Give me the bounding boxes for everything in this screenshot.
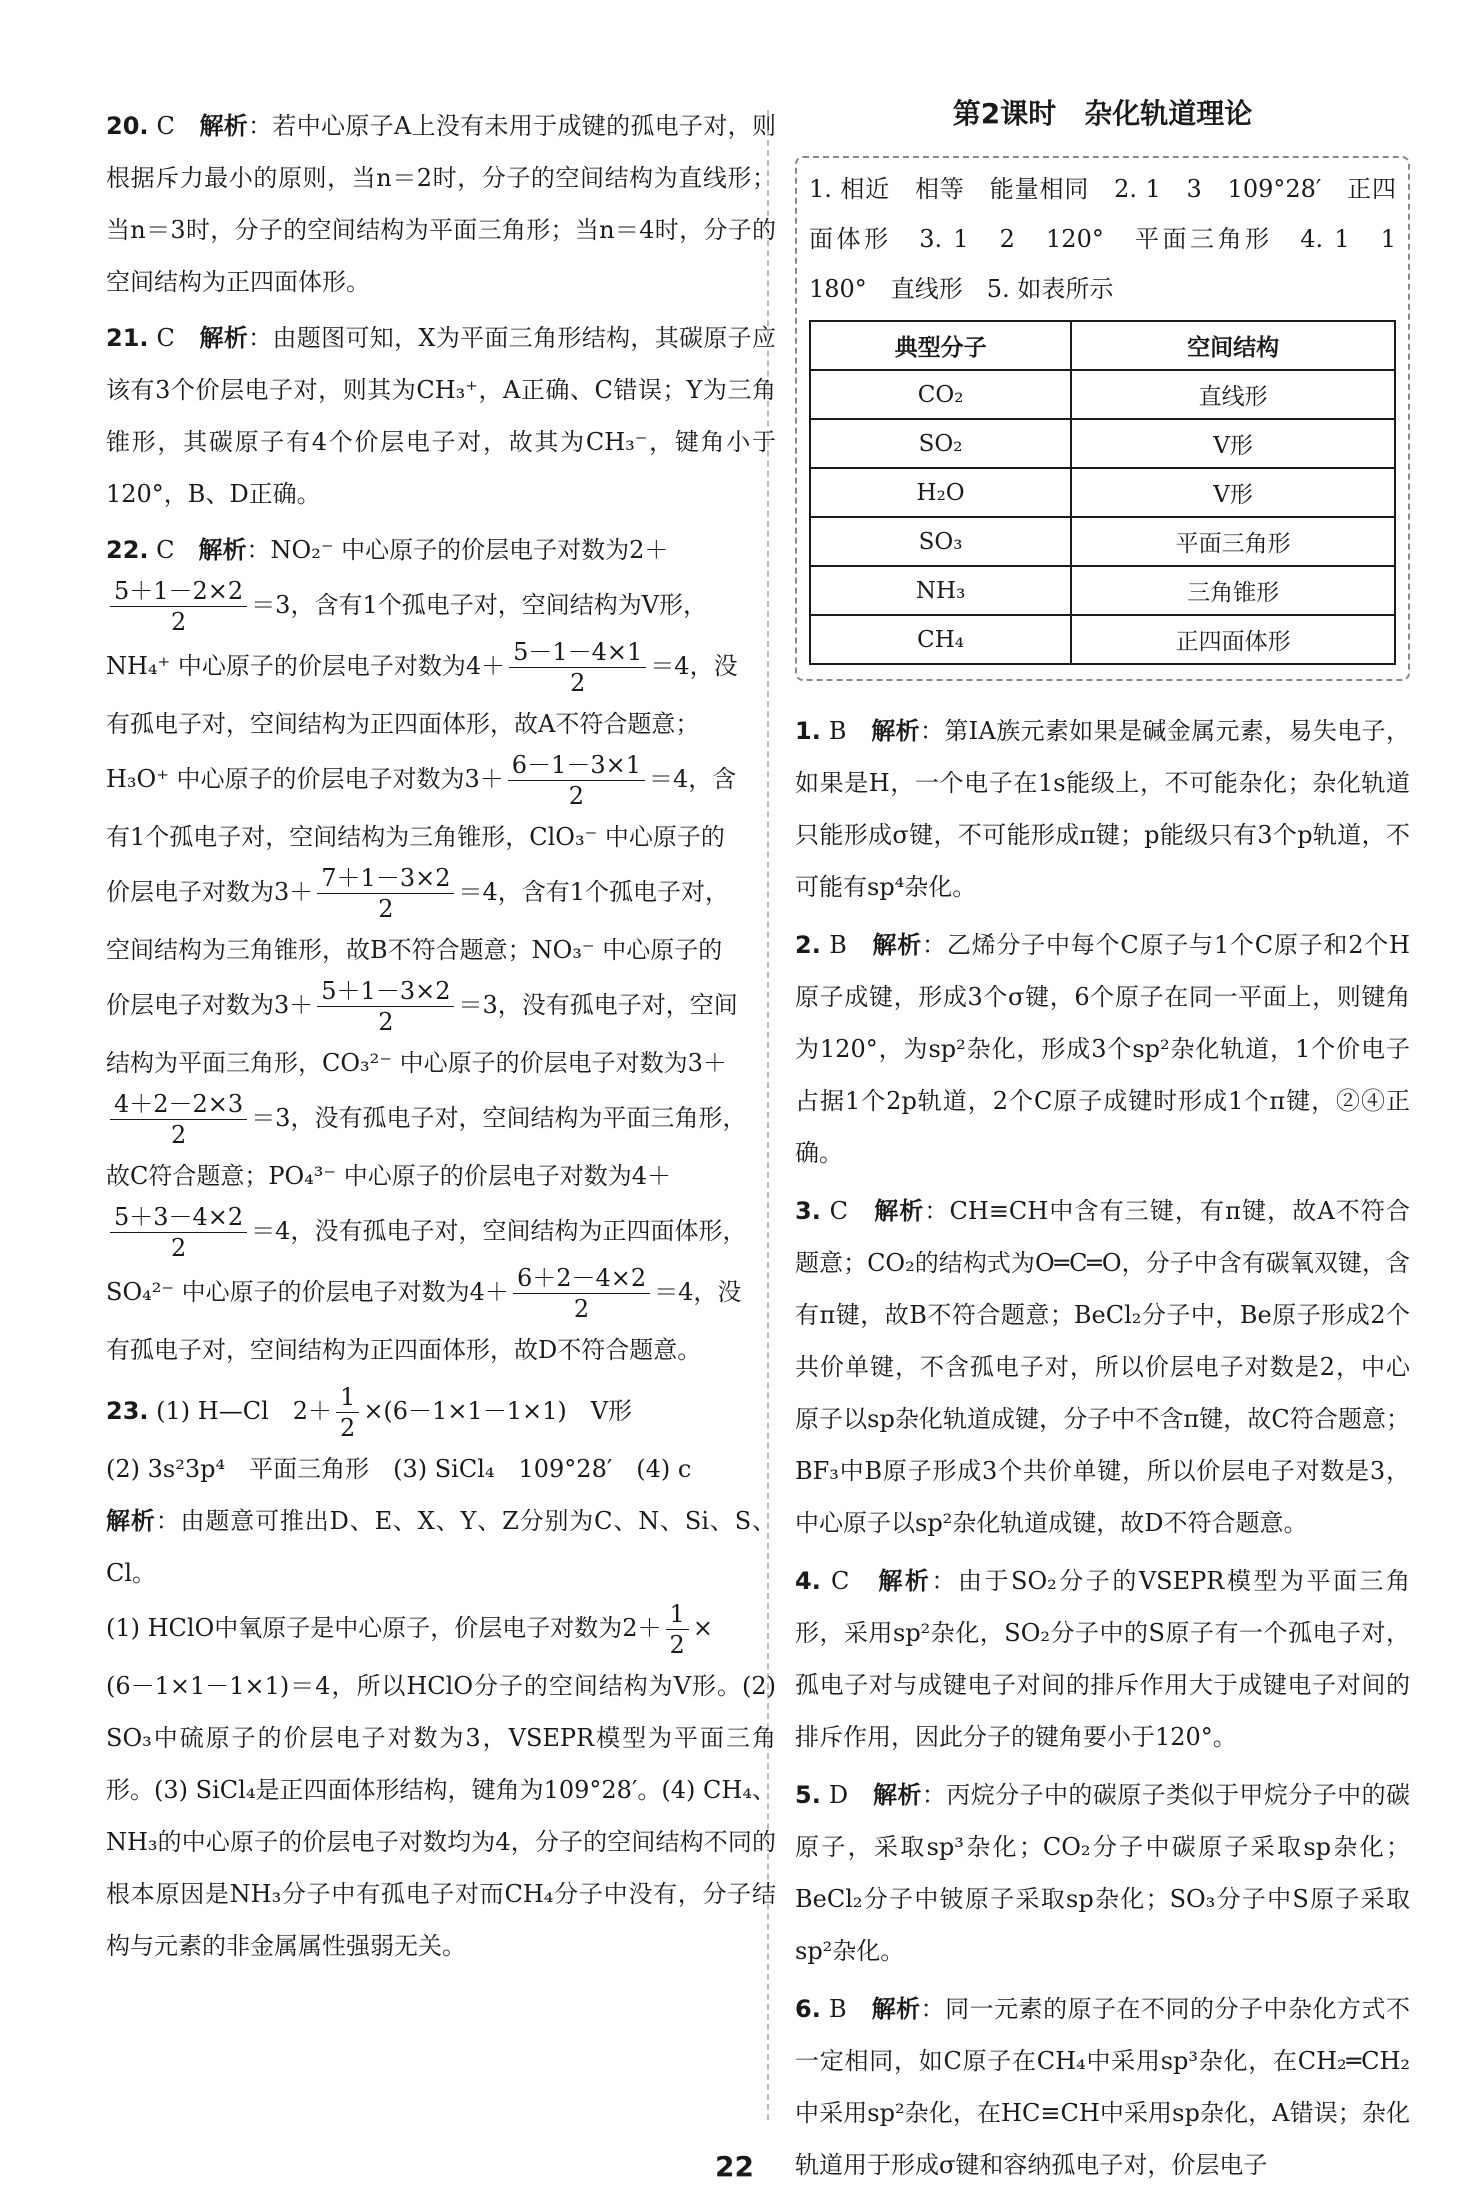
fraction: $\frac{5+3-4\times 2}{2}$ [110, 1202, 247, 1263]
question-22: 22. C 解析：NO₂⁻ 中心原子的价层电子对数为2＋ $\frac{5+1-2\times 2}{2}$ ＝3，含有1个孤电子对，空间结构为V形， NH₄⁺ 中心原子的价层电子对数为4＋ $\frac{5-1-4\times 1}{2}$ ＝4，没 有孤电子对，空间结构为正四面体形，故A不符合题意； H₃O⁺ 中心原子的价层电子对数为3＋ $\frac{6-1-3\times 1}{2}$ ＝4，含 有1个孤电子对，空间结构为三角锥形，ClO₃⁻ 中心原子的 价层电子对数为3＋ $\frac{7+1-3\times 2}{2}$ ＝4，含有1个孤电子对， 空间结构为三角锥形，故B不符合题意；NO₃⁻ 中心原子的 价层电子对数为3＋ $\frac{5+1-3\times 2}{2}$ ＝3，没有孤电子对，空间 结构为平面三角形，CO₃²⁻ 中心原子的价层电子对数为3＋ $\frac{4+2-2\times 3}{2}$ ＝3，没有孤电子对，空间结构为平面三角形， 故C符合题意；PO₄³⁻ 中心原子的价层电子对数为4＋ $\frac{5+3-4\times 2}{2}$ ＝4，没有孤电子对，空间结构为正四面体形， SO₄²⁻ 中心原子的价层电子对数为4＋ $\frac{6+2-4\times 2}{2}$ ＝4，没 有孤电子对，空间结构为正四面体形，故D不符合题意。 [106, 536, 747, 1364]
table-header: 典型分子 [810, 321, 1071, 370]
table-row: CO₂ 直线形 [810, 370, 1395, 419]
question-20: 20. C 解析：若中心原子A上没有未用于成键的孤电子对，则根据斥力最小的原则，当n＝2时，分子的空间结构为直线形；当n＝3时，分子的空间结构为平面三角形；当n＝4时，分子的空间结构为正四面体形。 [106, 112, 776, 296]
fraction: $\frac{1}{2}$ [666, 1599, 689, 1660]
right-question-5: 5. D 解析：丙烷分子中的碳原子类似于甲烷分子中的碳原子，采取sp³杂化；CO₂分子中碳原子采取sp杂化；BeCl₂分子中铍原子采取sp杂化；SO₃分子中S原子采取sp²杂化。 [795, 1781, 1410, 1965]
right-question-6: 6. B 解析：同一元素的原子在不同的分子中杂化方式不一定相同，如C原子在CH₄中采用sp³杂化，在CH₂═CH₂中采用sp²杂化，在HC≡CH中采用sp杂化，A错误；杂化轨道用于形成σ键和容纳孤电子对，价层电子 [795, 1995, 1411, 2179]
left-column [106, 100, 776, 1972]
table-row: SO₃ 平面三角形 [810, 517, 1395, 566]
fraction: $\frac{5-1-4\times 1}{2}$ [509, 637, 646, 698]
page-number: 22 [715, 2150, 754, 2183]
right-question-3: 3. C 解析：CH≡CH中含有三键，有π键，故A不符合题意；CO₂的结构式为O═C═O，分子中含有碳氧双键，含有π键，故B不符合题意；BeCl₂分子中，Be原子形成2个共价单键，不含孤电子对，所以价层电子对数是2，中心原子以sp杂化轨道成键，分子中不含π键，故C符合题意；BF₃中B原子形成3个共价单键，所以价层电子对数是3，中心原子以sp²杂化轨道成键，故D不符合题意。 [795, 1197, 1411, 1537]
right-column [795, 97, 1420, 2191]
section-title: 第2课时 杂化轨道理论 [952, 97, 1253, 130]
fraction: $\frac{4+2-2\times 3}{2}$ [110, 1089, 247, 1150]
fraction: $\frac{1}{2}$ [336, 1382, 359, 1443]
fraction: $\frac{5+1-2\times 2}{2}$ [110, 576, 247, 637]
question-23: 23. (1) H—Cl 2＋ $\frac{1}{2}$ ×(6－1×1－1×1) V形 (2) 3s²3p⁴ 平面三角形 (3) SiCl₄ 109°28′ (4) c 解析：由题意可推出D、E、X、Y、Z分别为C、N、Si、S、Cl。 (1) HClO中氧原子是中心原子，价层电子对数为2＋ $\frac{1}{2}$ × (6－1×1－1×1)＝4，所以HClO分子的空间结构为V形。(2) SO₃中硫原子的价层电子对数为3，VSEPR模型为平面三角形。(3) SiCl₄是正四面体形结构，键角为109°28′。(4) CH₄、NH₃的中心原子的价层电子对数均为4，分子的空间结构不同的根本原因是NH₃分子中有孤电子对而CH₄分子中没有，分子结构与元素的非金属属性强弱无关。 [106, 1383, 777, 1960]
right-question-4: 4. C 解析：由于SO₂分子的VSEPR模型为平面三角形，采用sp²杂化，SO₂分子中的S原子有一个孤电子对，孤电子对与成键电子对间的排斥作用大于成键电子对间的排斥作用，因此分子的键角要小于120°。 [795, 1567, 1411, 1751]
fraction: $\frac{6+2-4\times 2}{2}$ [513, 1263, 650, 1324]
molecule-table [809, 320, 1396, 665]
table-row: NH₃ 三角锥形 [810, 566, 1395, 615]
fraction: $\frac{6-1-3\times 1}{2}$ [508, 750, 645, 811]
table-row: SO₂ V形 [810, 419, 1395, 468]
fraction: $\frac{5+1-3\times 2}{2}$ [317, 976, 454, 1037]
right-question-1: 1. B 解析：第ⅠA族元素如果是碱金属元素，易失电子，如果是H，一个电子在1s能级上，不可能杂化；杂化轨道只能形成σ键，不可能形成π键；p能级只有3个p轨道，不可能有sp⁴杂化。 [795, 717, 1411, 901]
table-row: H₂O V形 [810, 468, 1395, 517]
fraction: $\frac{7+1-3\times 2}{2}$ [317, 863, 454, 924]
answer-box: 1. 相近 相等 能量相同 2. 1 3 109°28′ 正四面体形 3. 1 2 120° 平面三角形 4. 1 1 180° 直线形 5. 如表所示 典型分子 空间结构 CO₂ 直线形 SO₂ V形 H₂O V形 SO₃ 平面三角形 NH₃ 三角锥形 CH₄ 正四面体形 [795, 156, 1410, 681]
table-header: 空间结构 [1071, 321, 1395, 370]
table-row: CH₄ 正四面体形 [810, 615, 1395, 664]
question-21: 21. C 解析：由题图可知，X为平面三角形结构，其碳原子应该有3个价层电子对，则其为CH₃⁺，A正确、C错误；Y为三角锥形，其碳原子有4个价层电子对，故其为CH₃⁻，键角小于120°，B、D正确。 [106, 324, 777, 508]
right-question-2: 2. B 解析：乙烯分子中每个C原子与1个C原子和2个H原子成键，形成3个σ键，6个原子在同一平面上，则键角为120°，为sp²杂化，形成3个sp²杂化轨道，1个价电子占据1个2p轨道，2个C原子成键时形成1个π键，②④正确。 [795, 931, 1410, 1167]
